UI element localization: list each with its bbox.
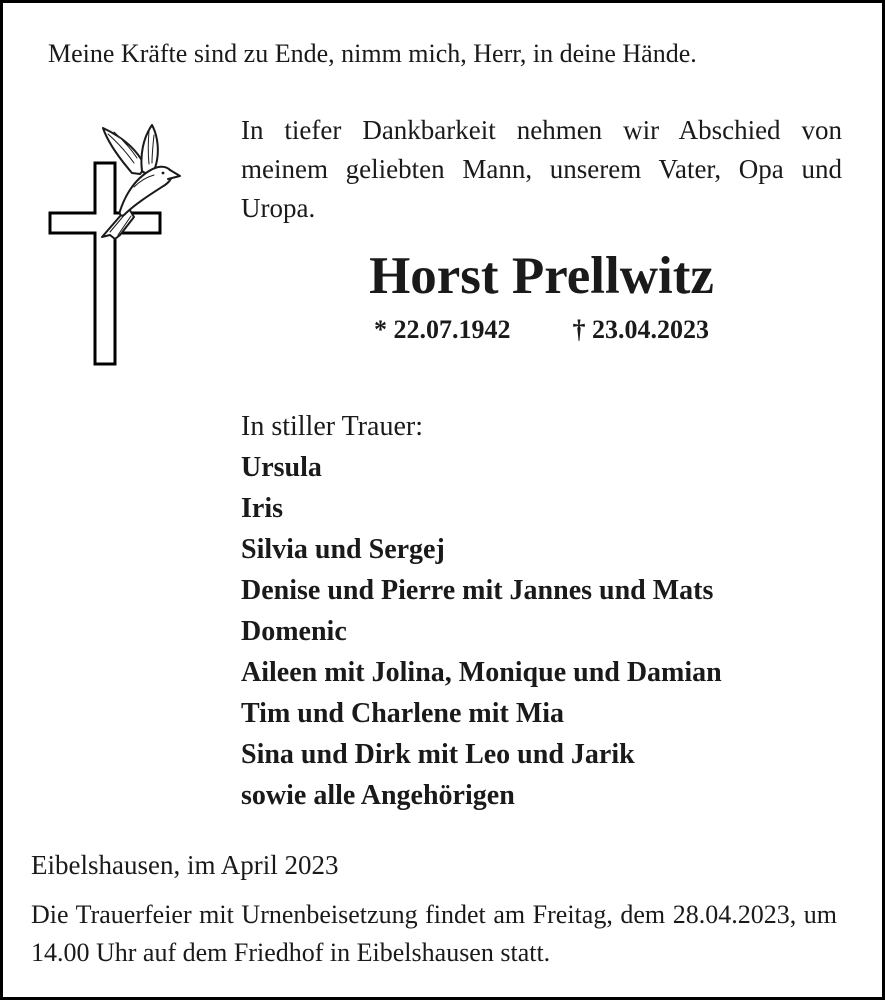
intro-text: In tiefer Dankbarkeit nehmen wir Abschied von meinem geliebten Mann, unserem Vater, Opa und Uropa. (241, 115, 842, 223)
mourner: Iris (241, 493, 283, 524)
birth-date: * 22.07.1942 (374, 315, 511, 344)
memorial-graphic (3, 111, 241, 816)
mourner: Sina und Dirk mit Leo und Jarik (241, 739, 635, 770)
mourner-closing: sowie alle Angehörigen (241, 780, 515, 811)
deceased-name: Horst Prellwitz (369, 247, 714, 305)
mourner: Domenic (241, 616, 347, 647)
death-date: † 23.04.2023 (572, 315, 709, 344)
mourner: Silvia und Sergej (241, 534, 445, 565)
cross-and-dove-icon (48, 121, 238, 371)
mourner: Aileen mit Jolina, Monique und Damian (241, 657, 722, 688)
mourner: Tim und Charlene mit Mia (241, 698, 565, 729)
funeral-details: Die Trauerfeier mit Urnenbeisetzung findet am Freitag, dem 28.04.2023, um 14.00 Uhr auf dem Friedhof in Eibelshausen statt. (31, 900, 837, 967)
life-dates (241, 312, 842, 348)
mourning-label: In stiller Trauer: (241, 411, 423, 442)
main-section (3, 111, 882, 816)
announcement-column (241, 111, 842, 816)
place-and-date: Eibelshausen, im April 2023 (31, 850, 339, 880)
opening-quote: Meine Kräfte sind zu Ende, nimm mich, Herr, in deine Hände. (48, 39, 697, 68)
mourner: Ursula (241, 452, 322, 483)
mourner: Denise und Pierre mit Jannes und Mats (241, 575, 714, 606)
mourning-list (241, 447, 842, 816)
